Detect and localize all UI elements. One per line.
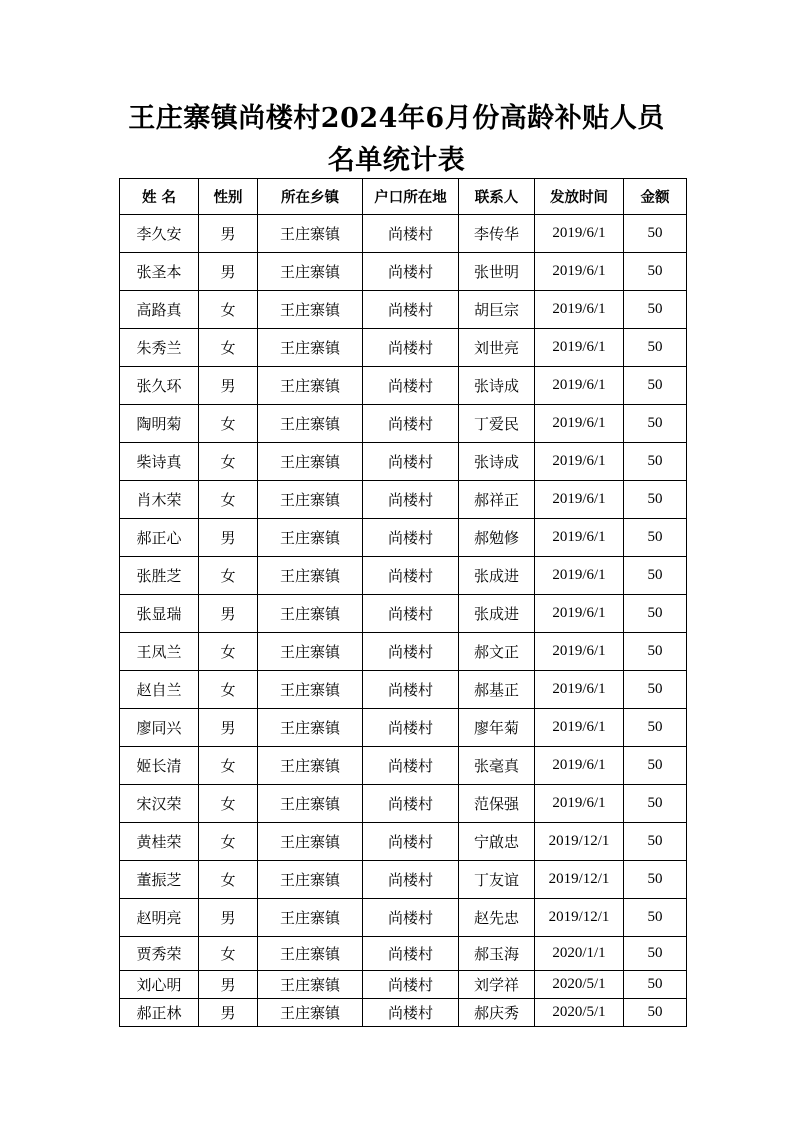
cell-gender: 男 — [199, 899, 258, 937]
cell-hukou: 尚楼村 — [363, 329, 459, 367]
cell-town: 王庄寨镇 — [258, 823, 363, 861]
cell-hukou: 尚楼村 — [363, 557, 459, 595]
cell-date: 2019/6/1 — [535, 595, 624, 633]
document-title-line-2: 名单统计表 — [327, 145, 466, 176]
cell-amount: 50 — [624, 671, 687, 709]
cell-gender: 女 — [199, 937, 258, 971]
cell-date: 2019/6/1 — [535, 519, 624, 557]
cell-town: 王庄寨镇 — [258, 557, 363, 595]
cell-gender: 女 — [199, 405, 258, 443]
cell-contact: 刘世亮 — [459, 329, 535, 367]
table-row — [120, 937, 687, 971]
cell-town: 王庄寨镇 — [258, 519, 363, 557]
header-name: 姓 名 — [120, 179, 199, 215]
cell-date: 2020/5/1 — [535, 999, 624, 1027]
table-row — [120, 633, 687, 671]
cell-name: 张显瑞 — [120, 595, 199, 633]
cell-date: 2020/5/1 — [535, 971, 624, 999]
cell-gender: 女 — [199, 785, 258, 823]
cell-name: 郝正林 — [120, 999, 199, 1027]
table-row — [120, 747, 687, 785]
cell-town: 王庄寨镇 — [258, 899, 363, 937]
header-hukou: 户口所在地 — [363, 179, 459, 215]
cell-hukou: 尚楼村 — [363, 709, 459, 747]
cell-name: 宋汉荣 — [120, 785, 199, 823]
cell-name: 柴诗真 — [120, 443, 199, 481]
cell-date: 2019/6/1 — [535, 367, 624, 405]
table-row — [120, 481, 687, 519]
cell-name: 肖木荣 — [120, 481, 199, 519]
cell-date: 2019/6/1 — [535, 215, 624, 253]
table-row — [120, 557, 687, 595]
cell-name: 李久安 — [120, 215, 199, 253]
cell-contact: 丁爱民 — [459, 405, 535, 443]
cell-contact: 刘学祥 — [459, 971, 535, 999]
cell-date: 2020/1/1 — [535, 937, 624, 971]
cell-contact: 廖年菊 — [459, 709, 535, 747]
cell-name: 陶明菊 — [120, 405, 199, 443]
cell-contact: 张成进 — [459, 557, 535, 595]
cell-date: 2019/6/1 — [535, 633, 624, 671]
cell-gender: 女 — [199, 481, 258, 519]
cell-hukou: 尚楼村 — [363, 443, 459, 481]
cell-amount: 50 — [624, 823, 687, 861]
cell-amount: 50 — [624, 633, 687, 671]
cell-amount: 50 — [624, 861, 687, 899]
cell-hukou: 尚楼村 — [363, 899, 459, 937]
cell-hukou: 尚楼村 — [363, 367, 459, 405]
cell-town: 王庄寨镇 — [258, 329, 363, 367]
cell-gender: 男 — [199, 253, 258, 291]
header-amount: 金额 — [624, 179, 687, 215]
cell-name: 张久环 — [120, 367, 199, 405]
cell-amount: 50 — [624, 519, 687, 557]
cell-gender: 女 — [199, 291, 258, 329]
cell-contact: 张世明 — [459, 253, 535, 291]
cell-town: 王庄寨镇 — [258, 253, 363, 291]
cell-date: 2019/12/1 — [535, 823, 624, 861]
cell-contact: 郝基正 — [459, 671, 535, 709]
table-row — [120, 291, 687, 329]
cell-town: 王庄寨镇 — [258, 367, 363, 405]
cell-contact: 胡巨宗 — [459, 291, 535, 329]
cell-name: 赵明亮 — [120, 899, 199, 937]
table-header-row — [120, 179, 687, 215]
cell-name: 张胜芝 — [120, 557, 199, 595]
table-row — [120, 253, 687, 291]
cell-hukou: 尚楼村 — [363, 671, 459, 709]
table-row — [120, 367, 687, 405]
cell-gender: 女 — [199, 861, 258, 899]
cell-gender: 男 — [199, 971, 258, 999]
table-row — [120, 785, 687, 823]
cell-contact: 丁友谊 — [459, 861, 535, 899]
cell-gender: 女 — [199, 747, 258, 785]
cell-gender: 男 — [199, 215, 258, 253]
cell-date: 2019/6/1 — [535, 443, 624, 481]
cell-date: 2019/12/1 — [535, 861, 624, 899]
cell-hukou: 尚楼村 — [363, 633, 459, 671]
table-row — [120, 671, 687, 709]
table-row — [120, 519, 687, 557]
cell-date: 2019/6/1 — [535, 709, 624, 747]
cell-contact: 张毫真 — [459, 747, 535, 785]
cell-amount: 50 — [624, 291, 687, 329]
cell-name: 朱秀兰 — [120, 329, 199, 367]
cell-gender: 女 — [199, 443, 258, 481]
cell-hukou: 尚楼村 — [363, 999, 459, 1027]
cell-hukou: 尚楼村 — [363, 291, 459, 329]
cell-town: 王庄寨镇 — [258, 971, 363, 999]
cell-amount: 50 — [624, 405, 687, 443]
cell-contact: 郝庆秀 — [459, 999, 535, 1027]
table-row — [120, 709, 687, 747]
cell-gender: 男 — [199, 367, 258, 405]
cell-date: 2019/6/1 — [535, 671, 624, 709]
table-row — [120, 405, 687, 443]
cell-date: 2019/12/1 — [535, 899, 624, 937]
cell-date: 2019/6/1 — [535, 747, 624, 785]
cell-name: 郝正心 — [120, 519, 199, 557]
cell-town: 王庄寨镇 — [258, 215, 363, 253]
table-row — [120, 329, 687, 367]
cell-hukou: 尚楼村 — [363, 971, 459, 999]
cell-date: 2019/6/1 — [535, 291, 624, 329]
cell-name: 高路真 — [120, 291, 199, 329]
cell-date: 2019/6/1 — [535, 405, 624, 443]
cell-town: 王庄寨镇 — [258, 633, 363, 671]
cell-contact: 郝文正 — [459, 633, 535, 671]
cell-amount: 50 — [624, 481, 687, 519]
cell-hukou: 尚楼村 — [363, 405, 459, 443]
cell-gender: 男 — [199, 709, 258, 747]
cell-name: 张圣本 — [120, 253, 199, 291]
cell-contact: 赵先忠 — [459, 899, 535, 937]
cell-hukou: 尚楼村 — [363, 215, 459, 253]
cell-name: 赵自兰 — [120, 671, 199, 709]
cell-contact: 李传华 — [459, 215, 535, 253]
cell-date: 2019/6/1 — [535, 329, 624, 367]
cell-town: 王庄寨镇 — [258, 671, 363, 709]
cell-town: 王庄寨镇 — [258, 443, 363, 481]
cell-amount: 50 — [624, 937, 687, 971]
table-row — [120, 823, 687, 861]
cell-town: 王庄寨镇 — [258, 861, 363, 899]
cell-name: 黄桂荣 — [120, 823, 199, 861]
cell-town: 王庄寨镇 — [258, 999, 363, 1027]
table-row — [120, 861, 687, 899]
cell-amount: 50 — [624, 443, 687, 481]
document-title-line-1: 王庄寨镇尚楼村2024年6月份高龄补贴人员 — [128, 103, 665, 134]
cell-amount: 50 — [624, 785, 687, 823]
cell-town: 王庄寨镇 — [258, 937, 363, 971]
header-date: 发放时间 — [535, 179, 624, 215]
cell-name: 王凤兰 — [120, 633, 199, 671]
header-town: 所在乡镇 — [258, 179, 363, 215]
cell-town: 王庄寨镇 — [258, 785, 363, 823]
cell-gender: 女 — [199, 557, 258, 595]
cell-amount: 50 — [624, 367, 687, 405]
cell-hukou: 尚楼村 — [363, 253, 459, 291]
cell-name: 刘心明 — [120, 971, 199, 999]
cell-amount: 50 — [624, 329, 687, 367]
header-contact: 联系人 — [459, 179, 535, 215]
cell-gender: 女 — [199, 329, 258, 367]
cell-town: 王庄寨镇 — [258, 709, 363, 747]
cell-town: 王庄寨镇 — [258, 747, 363, 785]
cell-gender: 女 — [199, 633, 258, 671]
cell-gender: 男 — [199, 999, 258, 1027]
cell-hukou: 尚楼村 — [363, 785, 459, 823]
cell-amount: 50 — [624, 557, 687, 595]
cell-contact: 郝玉海 — [459, 937, 535, 971]
cell-amount: 50 — [624, 215, 687, 253]
cell-amount: 50 — [624, 899, 687, 937]
cell-name: 廖同兴 — [120, 709, 199, 747]
cell-date: 2019/6/1 — [535, 481, 624, 519]
cell-town: 王庄寨镇 — [258, 405, 363, 443]
cell-amount: 50 — [624, 709, 687, 747]
cell-date: 2019/6/1 — [535, 557, 624, 595]
table-row — [120, 971, 687, 999]
cell-town: 王庄寨镇 — [258, 481, 363, 519]
cell-contact: 范保强 — [459, 785, 535, 823]
header-gender: 性别 — [199, 179, 258, 215]
cell-gender: 女 — [199, 671, 258, 709]
cell-hukou: 尚楼村 — [363, 519, 459, 557]
cell-town: 王庄寨镇 — [258, 291, 363, 329]
cell-name: 贾秀荣 — [120, 937, 199, 971]
cell-hukou: 尚楼村 — [363, 747, 459, 785]
cell-gender: 男 — [199, 519, 258, 557]
cell-date: 2019/6/1 — [535, 785, 624, 823]
cell-amount: 50 — [624, 747, 687, 785]
cell-contact: 宁啟忠 — [459, 823, 535, 861]
cell-name: 姬长清 — [120, 747, 199, 785]
cell-hukou: 尚楼村 — [363, 823, 459, 861]
cell-hukou: 尚楼村 — [363, 481, 459, 519]
cell-amount: 50 — [624, 999, 687, 1027]
cell-hukou: 尚楼村 — [363, 937, 459, 971]
cell-date: 2019/6/1 — [535, 253, 624, 291]
table-row — [120, 899, 687, 937]
cell-town: 王庄寨镇 — [258, 595, 363, 633]
cell-name: 董振芝 — [120, 861, 199, 899]
cell-contact: 郝勉修 — [459, 519, 535, 557]
cell-gender: 女 — [199, 823, 258, 861]
cell-amount: 50 — [624, 595, 687, 633]
cell-amount: 50 — [624, 971, 687, 999]
table-row — [120, 999, 687, 1027]
table-row — [120, 443, 687, 481]
subsidy-table — [119, 178, 687, 1027]
cell-gender: 男 — [199, 595, 258, 633]
cell-contact: 张诗成 — [459, 367, 535, 405]
cell-amount: 50 — [624, 253, 687, 291]
table-row — [120, 215, 687, 253]
cell-contact: 张成进 — [459, 595, 535, 633]
table-row — [120, 595, 687, 633]
cell-hukou: 尚楼村 — [363, 595, 459, 633]
cell-contact: 郝祥正 — [459, 481, 535, 519]
cell-hukou: 尚楼村 — [363, 861, 459, 899]
cell-contact: 张诗成 — [459, 443, 535, 481]
